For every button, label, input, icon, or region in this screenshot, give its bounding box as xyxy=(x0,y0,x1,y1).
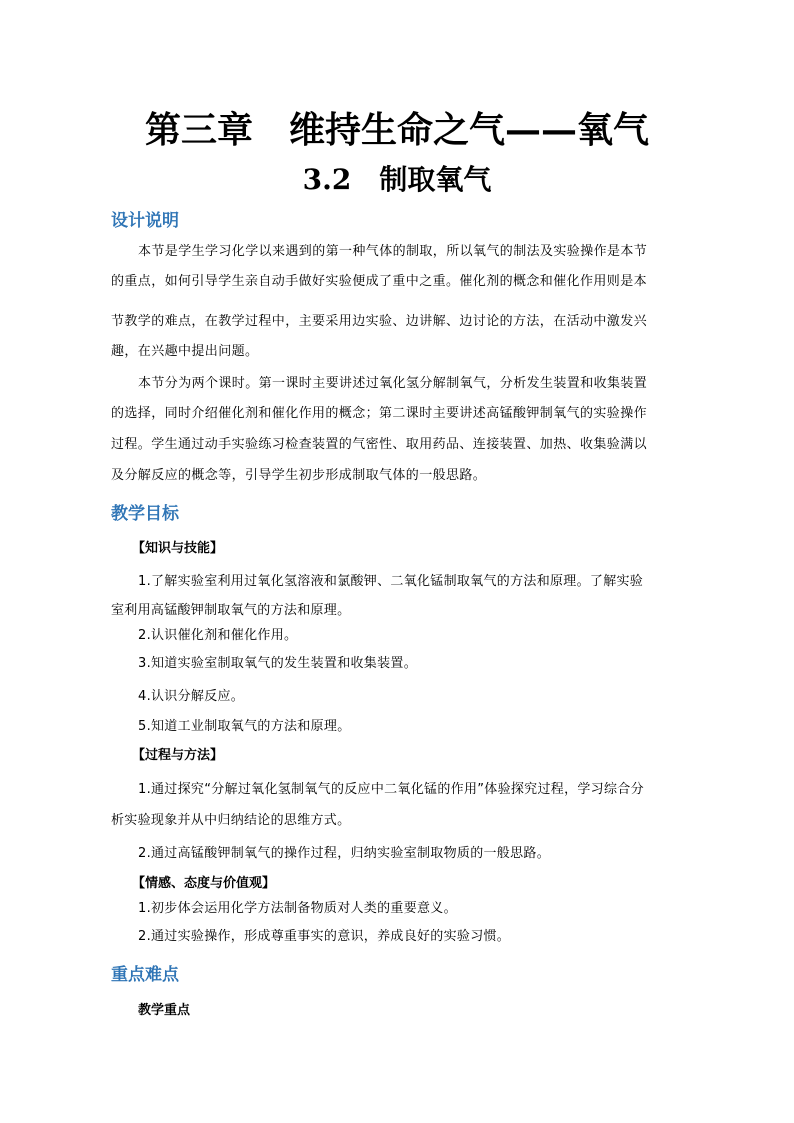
knowledge-item5: 5.知道工业制取氧气的方法和原理。 xyxy=(138,719,351,734)
knowledge-item1-line1: 1.了解实验室利用过氧化氢溶液和氯酸钾、二氧化锰制取氧气的方法和原理。了解实验 xyxy=(138,574,644,589)
process-item1-line1: 1.通过探究“分解过氧化氢制氧气的反应中二氧化锰的作用”体验探究过程，学习综合分 xyxy=(138,782,644,797)
design-para1-line3: 节教学的难点，在教学过程中，主要采用边实验、边讲解、边讨论的方法，在活动中激发兴 xyxy=(111,314,648,329)
emotion-title: 【情感、态度与价值观】 xyxy=(132,876,276,891)
design-para2-line2: 的选择，同时介绍催化剂和催化作用的概念；第二课时主要讲述高锰酸钾制氧气的实验操作 xyxy=(111,406,648,421)
emotion-item2: 2.通过实验操作，形成尊重事实的意识，养成良好的实验习惯。 xyxy=(138,929,511,944)
design-para2-line4: 及分解反应的概念等，引导学生初步形成制取气体的一般思路。 xyxy=(111,468,487,483)
key-points-sub: 教学重点 xyxy=(138,1003,191,1018)
design-para1-line2: 的重点，如何引导学生亲自动手做好实验便成了重中之重。催化剂的概念和催化作用则是本 xyxy=(111,274,648,289)
design-para1-line1: 本节是学生学习化学以来遇到的第一种气体的制取，所以氧气的制法及实验操作是本节 xyxy=(138,244,648,259)
process-item1-line2: 析实验现象并从中归纳结论的思维方式。 xyxy=(111,813,351,828)
design-para2-line1: 本节分为两个课时。第一课时主要讲述过氧化氢分解制氧气，分析发生装置和收集装置 xyxy=(138,376,648,391)
chapter-title: 第三章 维持生命之气——氧气 xyxy=(144,109,649,151)
section-title: 3.2 制取氧气 xyxy=(302,163,492,196)
knowledge-title: 【知识与技能】 xyxy=(132,541,224,556)
design-para2-line3: 过程。学生通过动手实验练习检查装置的气密性、取用药品、连接装置、加热、收集验满以 xyxy=(111,437,648,452)
heading-key-points: 重点难点 xyxy=(111,965,179,985)
heading-goals: 教学目标 xyxy=(111,504,179,524)
knowledge-item4: 4.认识分解反应。 xyxy=(138,689,245,704)
knowledge-item2: 2.认识催化剂和催化作用。 xyxy=(138,628,298,643)
knowledge-item3: 3.知道实验室制取氧气的发生装置和收集装置。 xyxy=(138,656,418,671)
process-title: 【过程与方法】 xyxy=(132,748,224,763)
emotion-item1: 1.初步体会运用化学方法制备物质对人类的重要意义。 xyxy=(138,901,457,916)
heading-design: 设计说明 xyxy=(111,211,179,231)
process-item2: 2.通过高锰酸钾制氧气的操作过程，归纳实验室制取物质的一般思路。 xyxy=(138,846,551,861)
design-para1-line4: 趣，在兴趣中提出问题。 xyxy=(111,344,259,359)
knowledge-item1-line2: 室利用高锰酸钾制取氧气的方法和原理。 xyxy=(111,603,351,618)
